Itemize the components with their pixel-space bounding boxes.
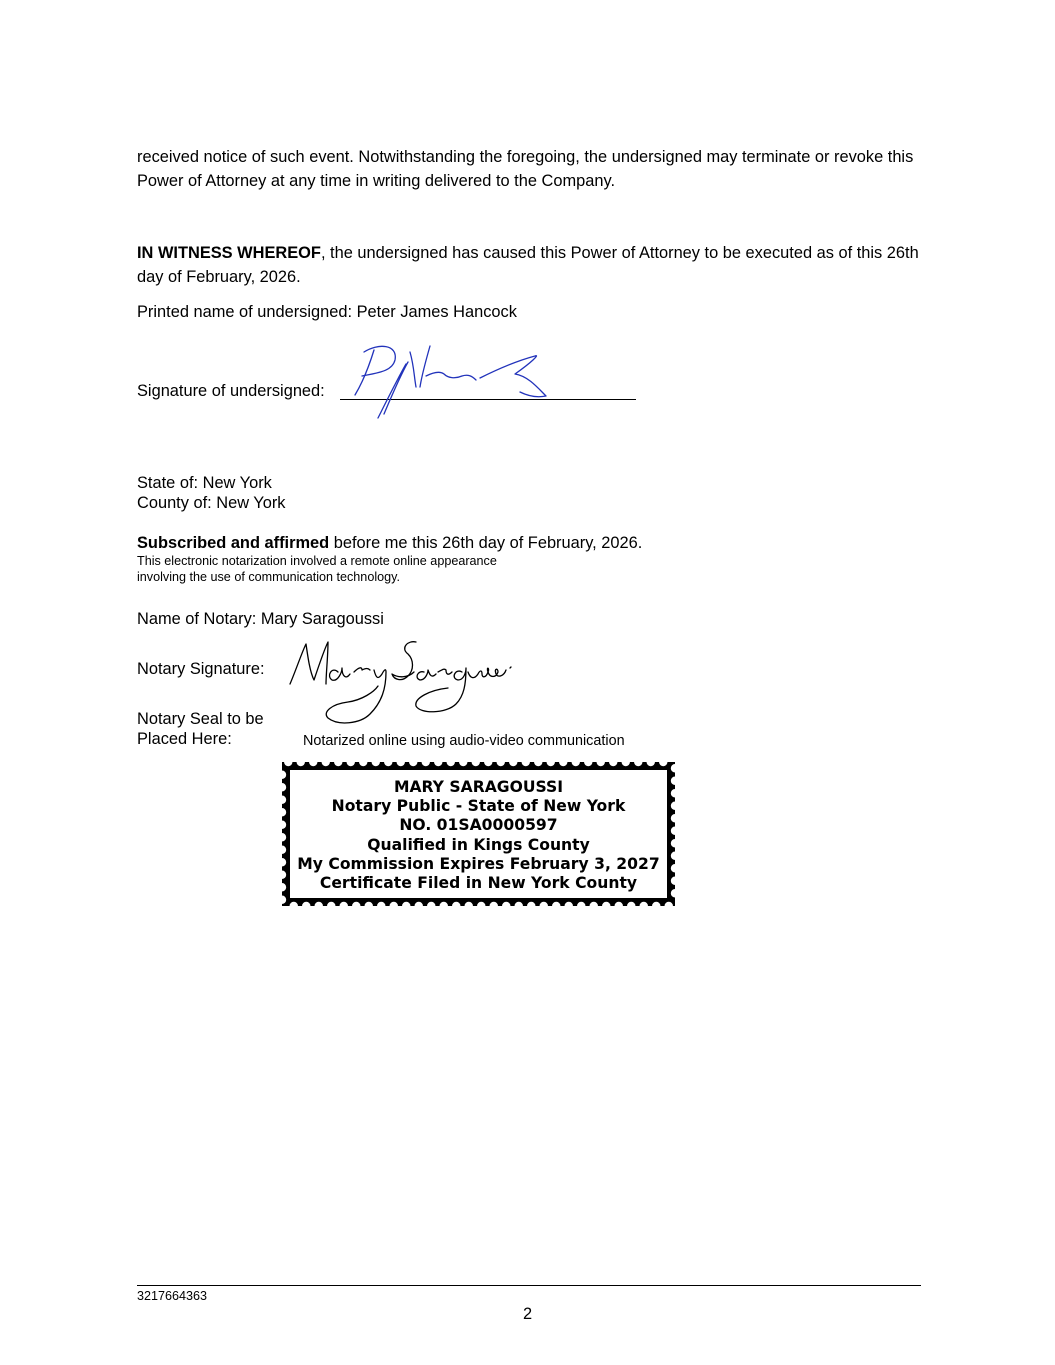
stamp-line-certificate: Certificate Filed in New York County (319, 874, 638, 893)
state-line: State of: New York (137, 474, 272, 492)
notary-stamp (277, 757, 680, 911)
remote-notarization-note-1: This electronic notarization involved a remote online appearance (137, 554, 497, 568)
online-notarization-note: Notarized online using audio-video communication (303, 733, 625, 749)
witness-text: , the undersigned has caused this Power of Attorney to be executed as of this 26th day of February, 2026. (137, 244, 919, 286)
paragraph-revocation: received notice of such event. Notwithstanding the foregoing, the undersigned may terminate or revoke this Power of Attorney at any time in writing delivered to the Company. (137, 148, 914, 190)
stamp-text (277, 778, 680, 893)
document-number: 3217664363 (137, 1289, 208, 1303)
remote-notarization-note-2: involving the use of communication technology. (137, 570, 400, 584)
notary-signature (282, 632, 518, 730)
paragraph-witness (137, 241, 927, 289)
seal-label-line-2: Placed Here: (137, 730, 232, 748)
subscribed-line (137, 533, 642, 553)
subscribed-text: before me this 26th day of February, 2026. (329, 534, 643, 552)
subscribed-heading: Subscribed and affirmed (137, 534, 330, 552)
county-line: County of: New York (137, 494, 286, 512)
seal-label-line-1: Notary Seal to be (137, 710, 264, 728)
stamp-line-qualified: Qualified in Kings County (367, 835, 590, 854)
footer-rule (137, 1285, 921, 1286)
page-number: 2 (522, 1305, 533, 1323)
stamp-line-number: NO. 01SA0000597 (399, 816, 558, 835)
stamp-line-name: MARY SARAGOUSSI (393, 778, 564, 796)
signature-label: Signature of undersigned: (137, 382, 325, 400)
notary-name-line: Name of Notary: Mary Saragoussi (137, 610, 384, 628)
stamp-line-title: Notary Public - State of New York (331, 797, 626, 816)
notary-signature-label: Notary Signature: (137, 660, 265, 678)
undersigned-signature (340, 338, 560, 420)
witness-heading: IN WITNESS WHEREOF (137, 244, 321, 262)
stamp-line-expiry: My Commission Expires February 3, 2027 (297, 854, 660, 873)
printed-name-line: Printed name of undersigned: Peter James Hancock (137, 303, 517, 321)
